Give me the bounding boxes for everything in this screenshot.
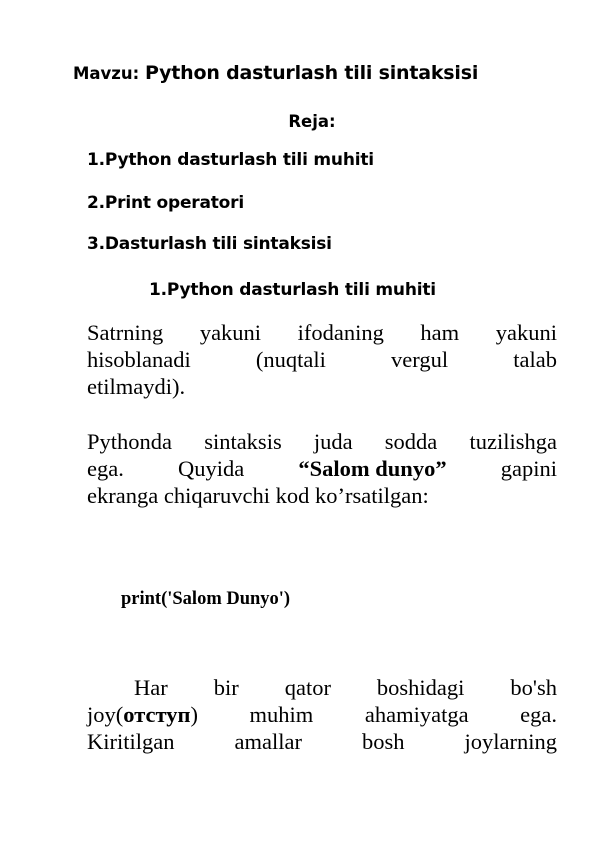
- word: amallar: [234, 729, 302, 754]
- word: tuzilishga: [469, 429, 557, 454]
- word: Pythonda: [87, 429, 173, 454]
- word: bosh: [361, 729, 405, 754]
- word: ahamiyatga: [364, 702, 469, 727]
- word: etilmaydi).: [87, 374, 186, 399]
- paragraph-2-line-3: [87, 482, 557, 509]
- word: sodda: [384, 429, 438, 454]
- word: vergul: [391, 347, 449, 372]
- title-label: Mavzu:: [73, 64, 146, 83]
- word: ekranga chiqaruvchi kod ko’rsatilgan:: [87, 483, 429, 508]
- word: boshidagi: [376, 675, 465, 700]
- section-heading: 1.Python dasturlash tili muhiti: [149, 280, 436, 300]
- word: juda: [313, 429, 353, 454]
- paragraph-3: [87, 674, 557, 755]
- word: bo'sh: [510, 675, 557, 700]
- word: ifodaning: [297, 320, 384, 345]
- plan-item-2: 2.Print operatori: [87, 193, 244, 213]
- word: qator: [284, 675, 331, 700]
- word: hisoblanadi: [87, 347, 191, 372]
- word-group: [87, 701, 198, 728]
- word: talab: [513, 347, 557, 372]
- paragraph-2-line-1: [87, 428, 557, 455]
- word: ): [190, 702, 198, 727]
- word: ega.: [87, 456, 124, 481]
- paragraph-1-line-2: [87, 346, 557, 373]
- word: ega.: [520, 702, 557, 727]
- word: muhim: [249, 702, 314, 727]
- word: gapini: [500, 456, 557, 481]
- plan-item-1: 1.Python dasturlash tili muhiti: [87, 150, 374, 170]
- word: Har: [134, 675, 168, 700]
- paragraph-2: [87, 428, 557, 509]
- paragraph-2-line-2: [87, 455, 557, 482]
- page-title: [73, 62, 478, 84]
- word: ham: [420, 320, 460, 345]
- word: yakuni: [495, 320, 557, 345]
- paragraph-3-line-2: [87, 701, 557, 728]
- word: joylarning: [464, 729, 557, 754]
- word: Quyida: [178, 456, 245, 481]
- word: Satrning: [87, 320, 164, 345]
- word: joy(: [87, 702, 124, 727]
- bold-term: отступ: [123, 702, 191, 727]
- paragraph-3-line-1: [87, 674, 557, 701]
- paragraph-3-line-3: [87, 728, 557, 755]
- plan-item-3: 3.Dasturlash tili sintaksisi: [87, 234, 332, 254]
- word: sintaksis: [204, 429, 282, 454]
- word: (nuqtali: [255, 347, 326, 372]
- code-sample: print('Salom Dunyo'): [121, 589, 291, 609]
- plan-title: Reja:: [288, 112, 336, 131]
- word: yakuni: [199, 320, 262, 345]
- word: Kiritilgan: [87, 729, 175, 754]
- paragraph-1: [87, 319, 557, 400]
- paragraph-1-line-1: [87, 319, 557, 346]
- quoted-phrase: “Salom dunyo”: [298, 456, 447, 481]
- word: bir: [213, 675, 239, 700]
- paragraph-1-line-3: [87, 373, 557, 400]
- title-subject: Python dasturlash tili sintaksisi: [145, 62, 479, 84]
